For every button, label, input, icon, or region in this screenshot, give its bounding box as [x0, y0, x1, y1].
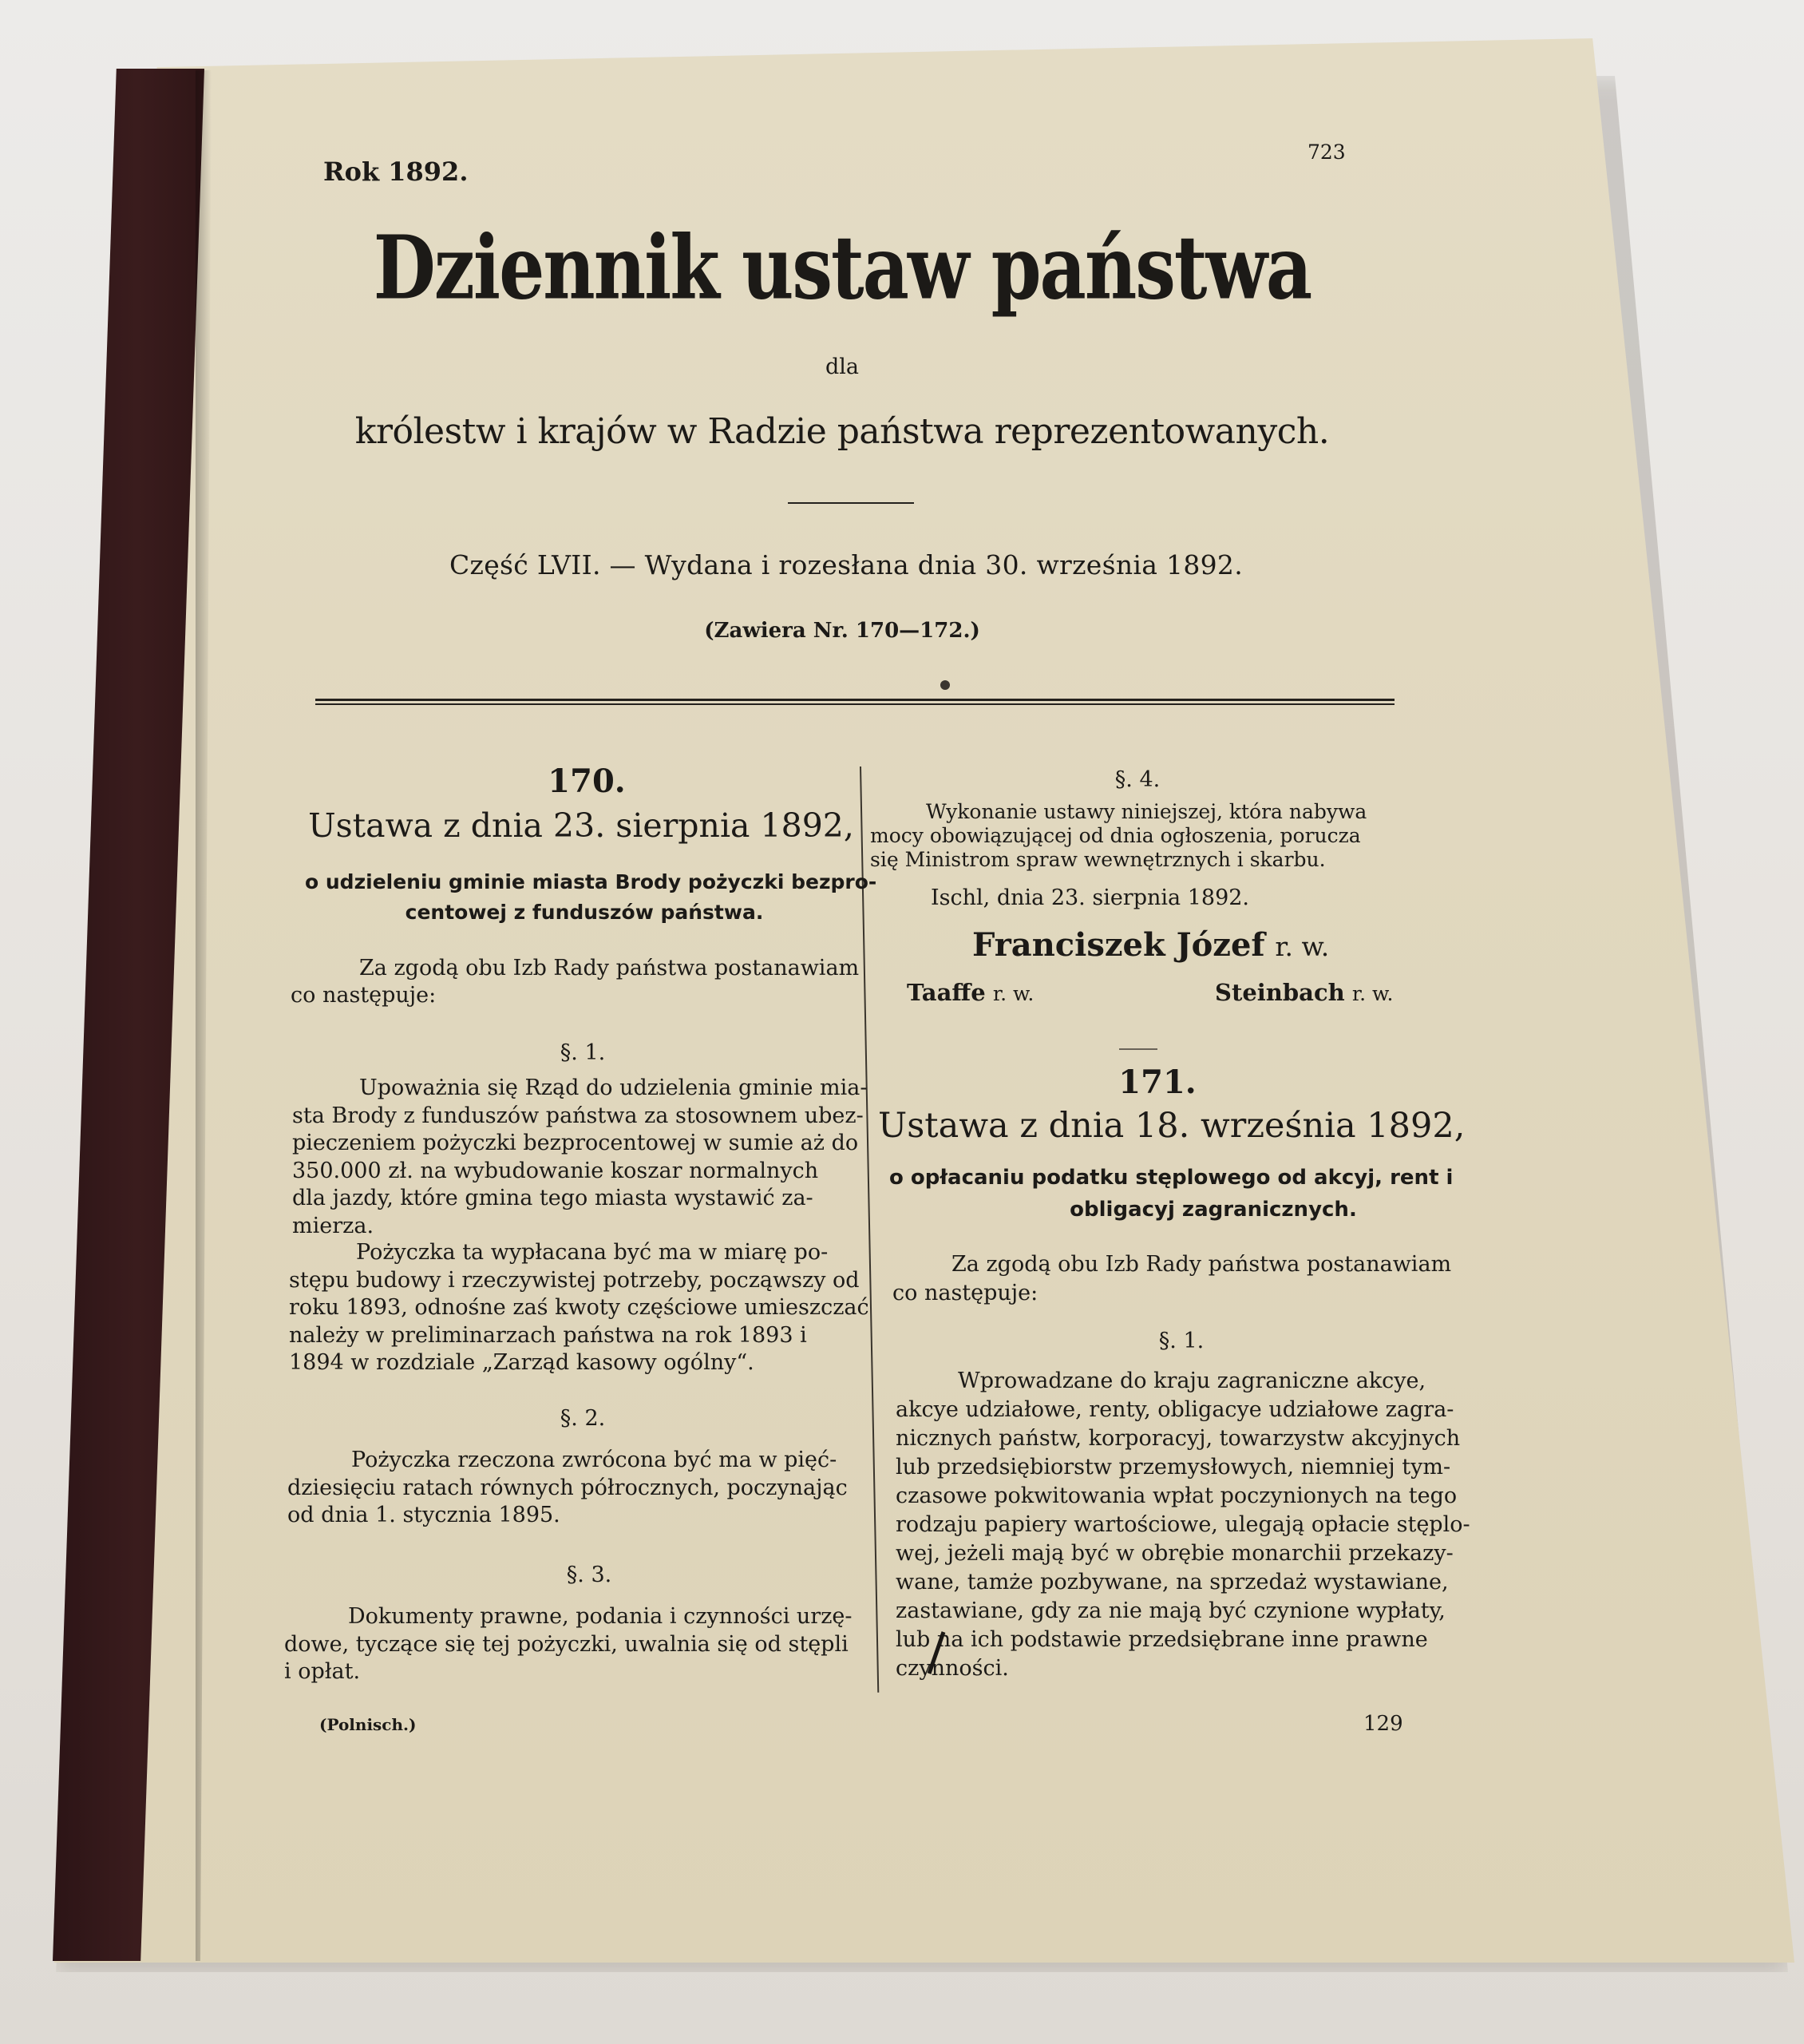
- act-170-section4-heading: §. 4.: [1114, 767, 1161, 792]
- act-170-section1-heading: §. 1.: [560, 1040, 606, 1065]
- sheet-number: 129: [1363, 1712, 1403, 1736]
- act-170-intro-line1: Za zgodą obu Izb Rady państwa postanawiam: [359, 956, 860, 980]
- act-170-subject-line1: o udzieleniu gminie miasta Brody pożyczki bezpro-: [305, 870, 877, 893]
- header-double-rule-bottom: [315, 703, 1395, 705]
- act-171-intro-line1: Za zgodą obu Izb Rady państwa postanawiam: [951, 1252, 1452, 1277]
- header-double-rule-top: [315, 699, 1395, 701]
- year-label: Rok 1892.: [323, 156, 469, 187]
- act-170-section2-heading: §. 2.: [560, 1406, 606, 1431]
- countersign-left-suffix: r. w.: [992, 982, 1035, 1005]
- signature-name: Franciszek Józef: [972, 926, 1265, 964]
- act-171-subject-line2: obligacyj zagranicznych.: [1070, 1198, 1357, 1222]
- act-170-subject-line2: centowej z funduszów państwa.: [405, 901, 764, 924]
- gazette-title: Dziennik ustaw państwa: [373, 216, 1311, 319]
- act-171-title: Ustawa z dnia 18. września 1892,: [878, 1106, 1466, 1146]
- act-separator-rule: [1119, 1048, 1157, 1050]
- pencil-mark: [920, 1629, 951, 1677]
- act-170-section2-text: Pożyczka rzeczona zwrócona być ma w pięć- dziesięciu ratach równych półrocznych, poczynając od dnia 1. stycznia 1895.: [287, 1448, 848, 1527]
- act-170-section3-heading: §. 3.: [566, 1563, 612, 1587]
- issue-line: Część LVII. — Wydana i rozesłana dnia 30. września 1892.: [449, 549, 1243, 580]
- act-171-number: 171.: [1118, 1064, 1197, 1101]
- act-170-number: 170.: [548, 763, 626, 800]
- act-171-subject-line1: o opłacaniu podatku stęplowego od akcyj, rent i: [889, 1166, 1454, 1190]
- act-170-section1-text2: Pożyczka ta wypłacana być ma w miarę po- stępu budowy i rzeczywistej potrzeby, począwszy od roku 1893, odnośne zaś kwoty częściowe umieszczać należy w preliminarzach państwa na rok 1893 i 1894 w rozdziale „Zarząd kasowy ogólny“.: [289, 1240, 869, 1375]
- countersign-right-suffix: r. w.: [1351, 982, 1394, 1005]
- act-170-title: Ustawa z dnia 23. sierpnia 1892,: [308, 806, 854, 845]
- language-note: (Polnisch.): [319, 1715, 417, 1734]
- gazette-subtitle: królestw i krajów w Radzie państwa reprezentowanych.: [354, 411, 1330, 452]
- contains-line: (Zawiera Nr. 170—172.): [704, 619, 980, 643]
- signature-suffix: r. w.: [1275, 931, 1330, 962]
- act-170-section1-text: Upoważnia się Rząd do udzielenia gminie mia- sta Brody z funduszów państwa za stosownem ubez- pieczeniem pożyczki bezprocentowej w sumie aż do 350.000 zł. na wybudowanie koszar normalnych dla jazdy, które gmina tego miasta wystawić za- mierza.: [292, 1075, 868, 1238]
- countersign-right: [1215, 979, 1393, 1006]
- countersign-left-name: Taaffe: [907, 979, 986, 1006]
- act-170-signature-block: [972, 926, 1329, 964]
- header-short-rule: [788, 502, 914, 504]
- act-170-intro-line2: co następuje:: [291, 983, 437, 1008]
- act-170-section4-text: Wykonanie ustawy niniejszej, która nabywa mocy obowiązującej od dnia ogłoszenia, porucza się Ministrom spraw wewnętrznych i skarbu.: [870, 800, 1367, 871]
- act-170-place-date: Ischl, dnia 23. sierpnia 1892.: [931, 885, 1250, 910]
- act-171-intro-line2: co następuje:: [892, 1281, 1038, 1305]
- countersign-right-name: Steinbach: [1215, 979, 1345, 1006]
- act-171-section1-heading: §. 1.: [1158, 1329, 1205, 1353]
- act-171-section1-text: Wprowadzane do kraju zagraniczne akcye, akcye udziałowe, renty, obligacye udziałowe zagra- nicznych państw, korporacyj, towarzystw akcyjnych lub przedsiębiorstw przemysłowych, niemniej tym- czasowe pokwitowania wpłat poczynionych na tego rodzaju papiery wartościowe, ulegają opłacie stęplo- wej, jeżeli mają być w obrębie monarchii przekazy- wane, tamże pozbywane, na sprzedaż wystawiane, zastawiane, gdy za nie mają być czynione wypłaty, lub na ich podstawie przedsiębrane inne prawne czynności.: [896, 1369, 1470, 1681]
- subtitle-dla: dla: [825, 355, 860, 379]
- countersign-left: [907, 979, 1034, 1006]
- page-number: 723: [1308, 141, 1346, 164]
- act-170-section3-text: Dokumenty prawne, podania i czynności urzę- dowe, tyczące się tej pożyczki, uwalnia się od stępli i opłat.: [284, 1604, 853, 1684]
- ink-dot: [940, 680, 950, 690]
